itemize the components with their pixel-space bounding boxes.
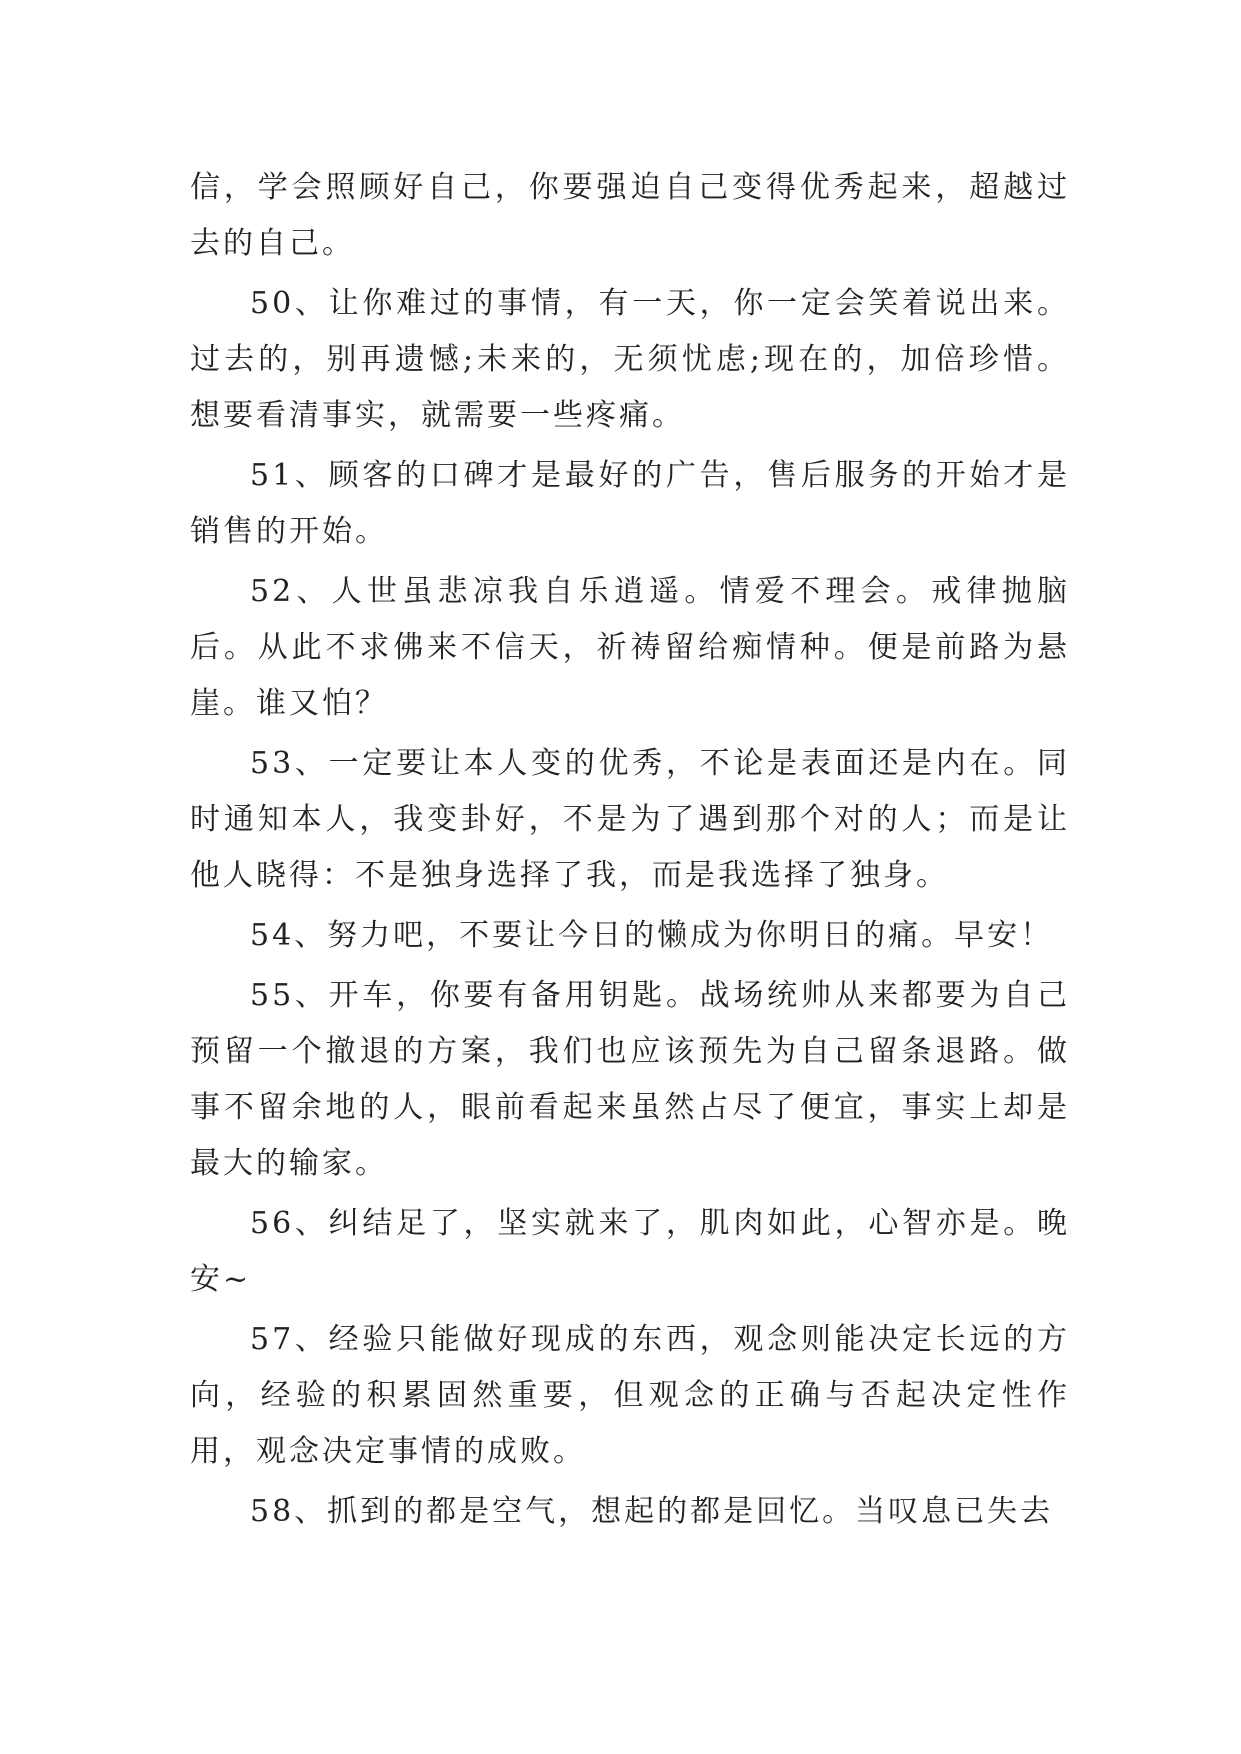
paragraph-57: 57、经验只能做好现成的东西，观念则能决定长远的方向，经验的积累固然重要，但观念的正确与否起决定性作用，观念决定事情的成败。 <box>190 1322 1070 1469</box>
paragraph-55: 55、开车，你要有备用钥匙。战场统帅从来都要为自己预留一个撤退的方案，我们也应该预先为自己留条退路。做事不留余地的人，眼前看起来虽然占尽了便宜，事实上却是最大的输家。 <box>190 978 1070 1181</box>
paragraph-58: 58、抓到的都是空气，想起的都是回忆。当叹息已失去 <box>250 1494 1054 1529</box>
paragraph-56: 56、纠结足了，坚实就来了，肌肉如此，心智亦是。晚安~ <box>190 1206 1070 1297</box>
paragraph-52: 52、人世虽悲凉我自乐逍遥。情爱不理会。戒律抛脑后。从此不求佛来不信天，祈祷留给痴情种。便是前路为悬崖。谁又怕？ <box>190 574 1070 721</box>
paragraph-continuation: 信，学会照顾好自己，你要强迫自己变得优秀起来，超越过去的自己。 <box>190 170 1070 261</box>
paragraph-54: 54、努力吧，不要让今日的懒成为你明日的痛。早安！ <box>250 918 1054 953</box>
paragraph-51: 51、顾客的口碑才是最好的广告，售后服务的开始才是销售的开始。 <box>190 458 1070 549</box>
paragraph-53: 53、一定要让本人变的优秀，不论是表面还是内在。同时通知本人，我变卦好，不是为了遇到那个对的人；而是让他人晓得：不是独身选择了我，而是我选择了独身。 <box>190 746 1070 893</box>
document-body <box>190 160 1070 1544</box>
paragraph-50: 50、让你难过的事情，有一天，你一定会笑着说出来。过去的，别再遗憾;未来的，无须忧虑;现在的，加倍珍惜。想要看清事实，就需要一些疼痛。 <box>190 286 1070 433</box>
